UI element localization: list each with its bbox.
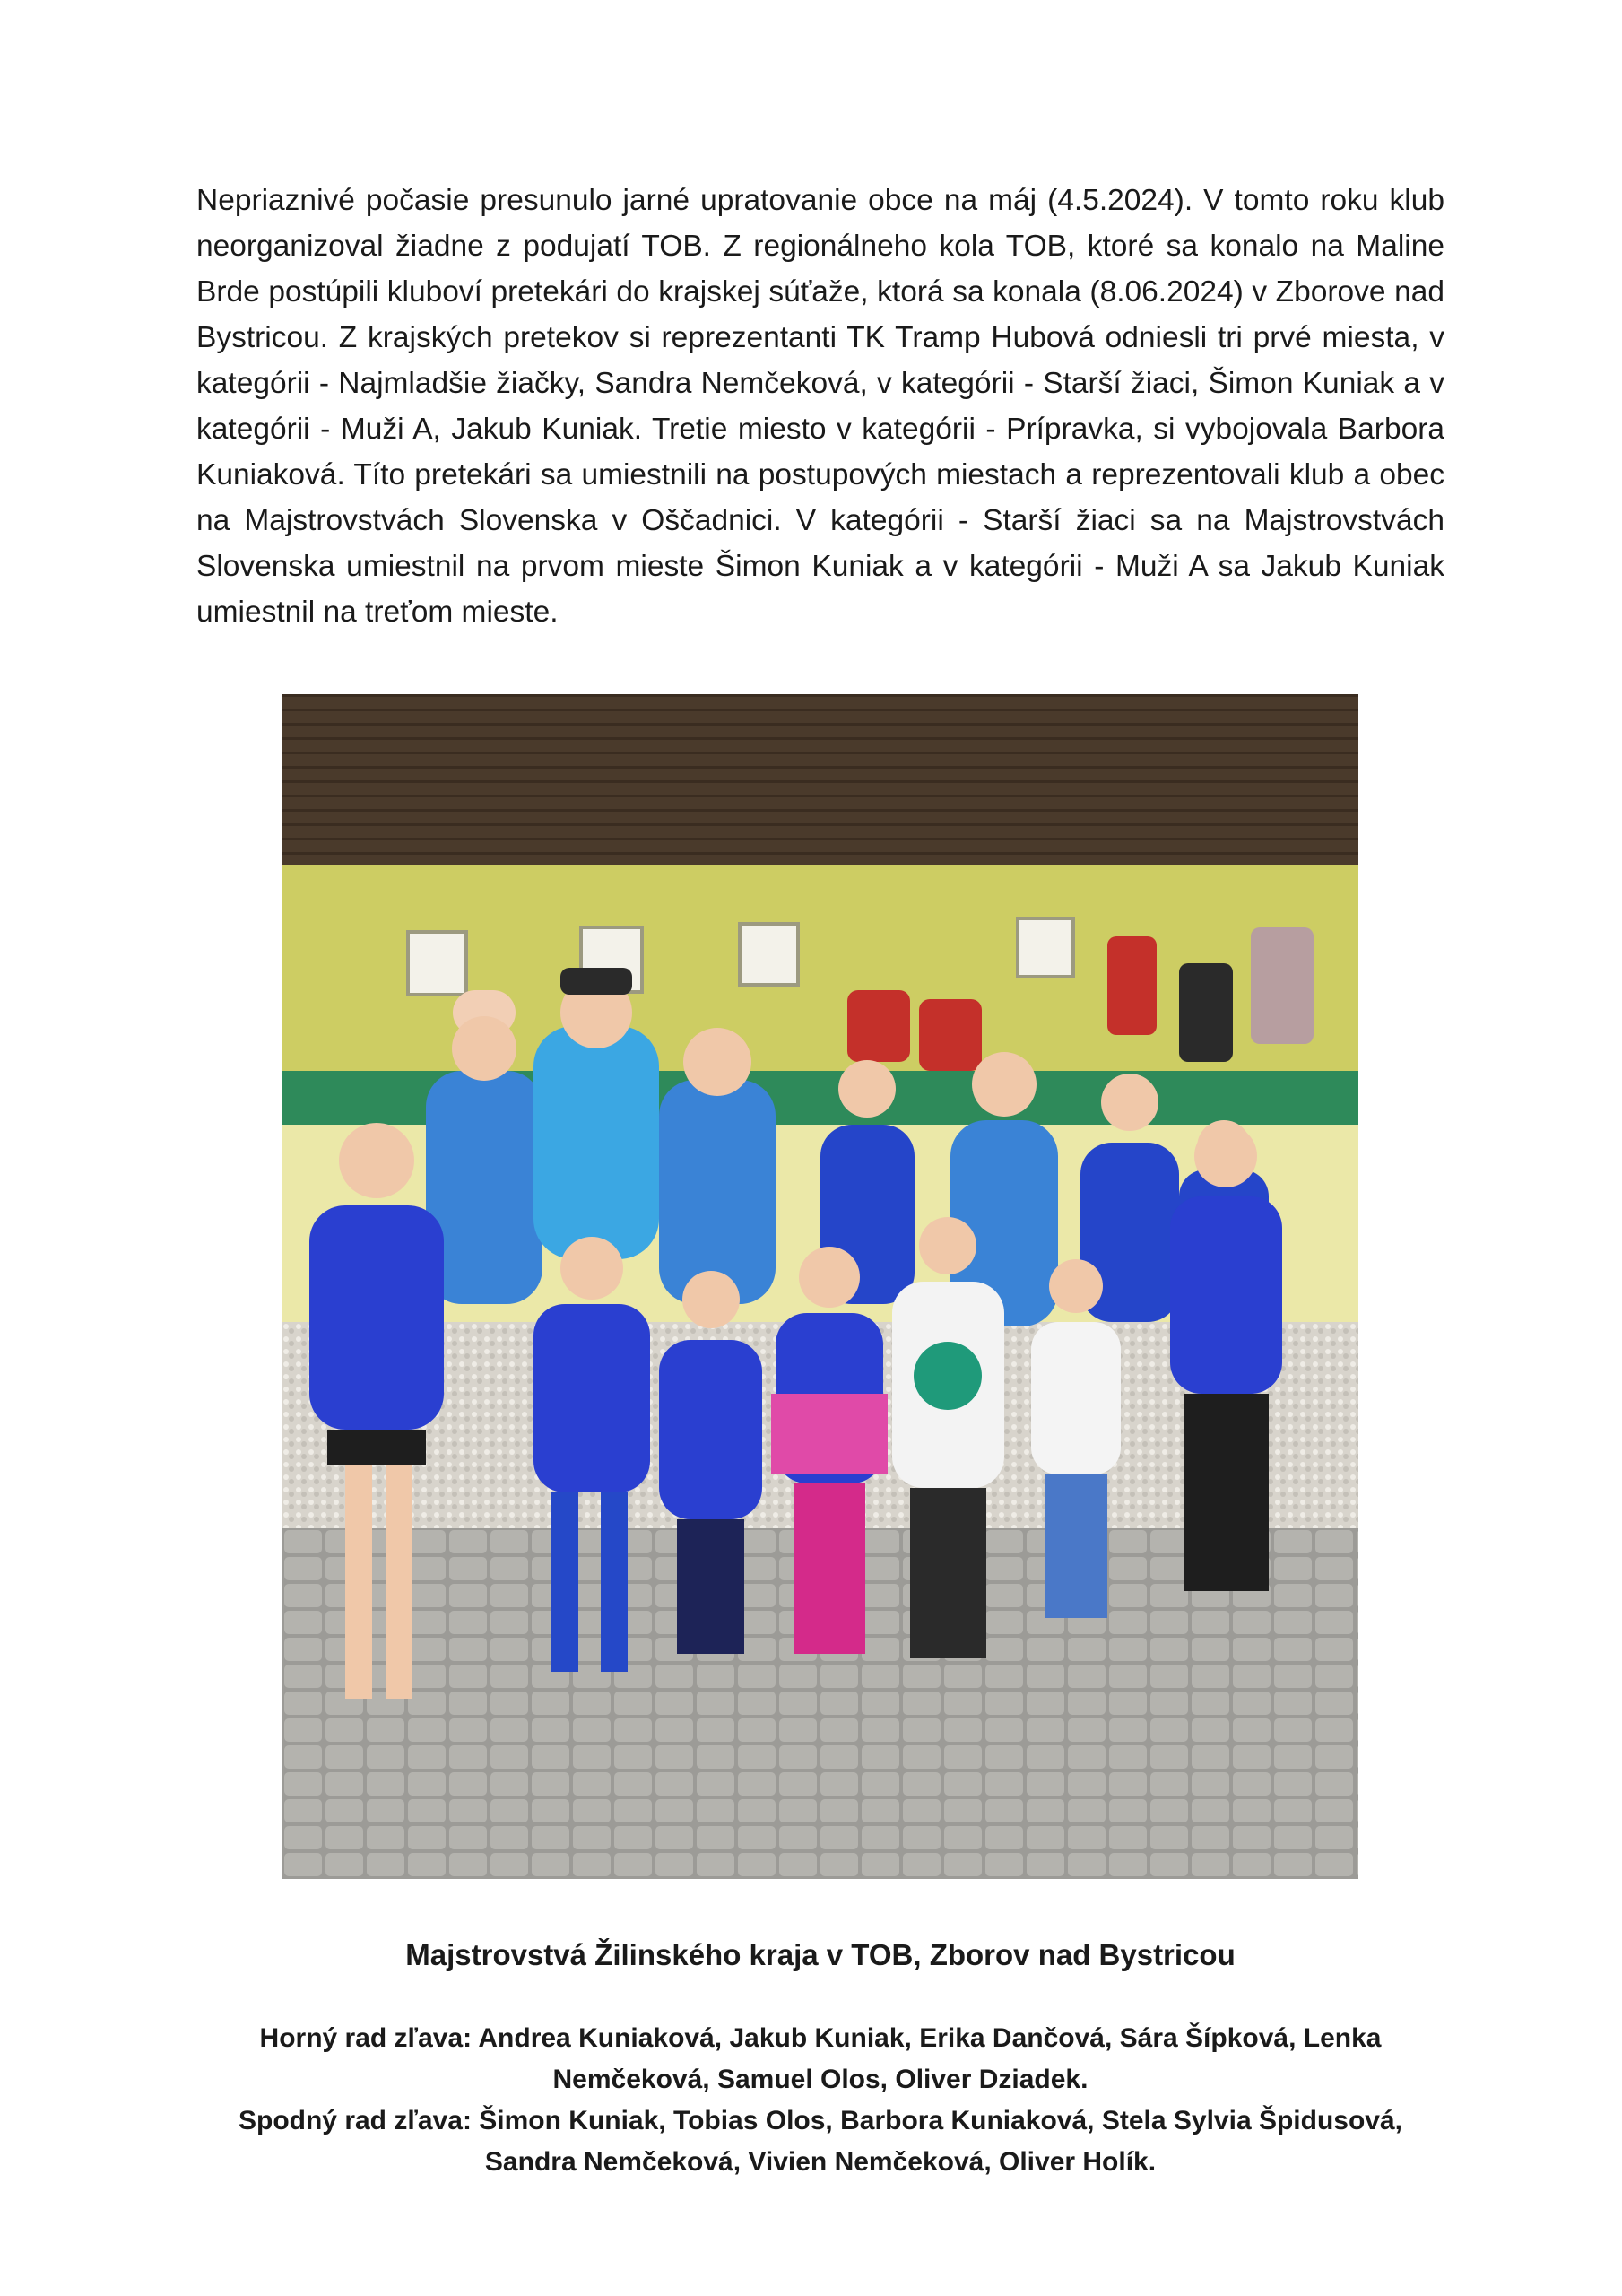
caption-top-row: Horný rad zľava: Andrea Kuniaková, Jakub Kuniak, Erika Dančová, Sára Šípková, Lenka Nemčeková, Samuel Olos, Oliver Dziadek.: [259, 2023, 1382, 2094]
caption-bottom-row: Spodný rad zľava: Šimon Kuniak, Tobias Olos, Barbora Kuniaková, Stela Sylvia Špidusová, Sandra Nemčeková, Vivien Nemčeková, Oliver Holík.: [238, 2106, 1402, 2177]
group-photo: [282, 694, 1358, 1879]
photo-caption-title: Majstrovstvá Žilinského kraja v TOB, Zborov nad Bystricou: [405, 1938, 1236, 1971]
body-paragraph: Nepriaznivé počasie presunulo jarné upratovanie obce na máj (4.5.2024). V tomto roku klub neorganizoval žiadne z podujatí TOB. Z regionálneho kola TOB, ktoré sa konalo na Maline Brde postúpili kluboví pretekári do krajskej súťaže, ktorá sa konala (8.06.2024) v Zborove nad Bystricou. Z krajských pretekov si reprezentanti TK Tramp Hubová odniesli tri prvé miesta, v kategórii - Najmladšie žiačky, Sandra Nemčeková, v kategórii - Starší žiaci, Šimon Kuniak a v kategórii - Muži A, Jakub Kuniak. Tretie miesto v kategórii - Prípravka, si vybojovala Barbora Kuniaková. Títo pretekári sa umiestnili na postupových miestach a reprezentovali klub a obec na Majstrovstvách Slovenska v Oščadnici. V kategórii - Starší žiaci sa na Majstrovstvách Slovenska umiestnil na prvom mieste Šimon Kuniak a v kategórii - Muži A sa Jakub Kuniak umiestnil na treťom mieste.: [196, 184, 1444, 629]
photo-caption-names: [196, 2018, 1444, 2183]
